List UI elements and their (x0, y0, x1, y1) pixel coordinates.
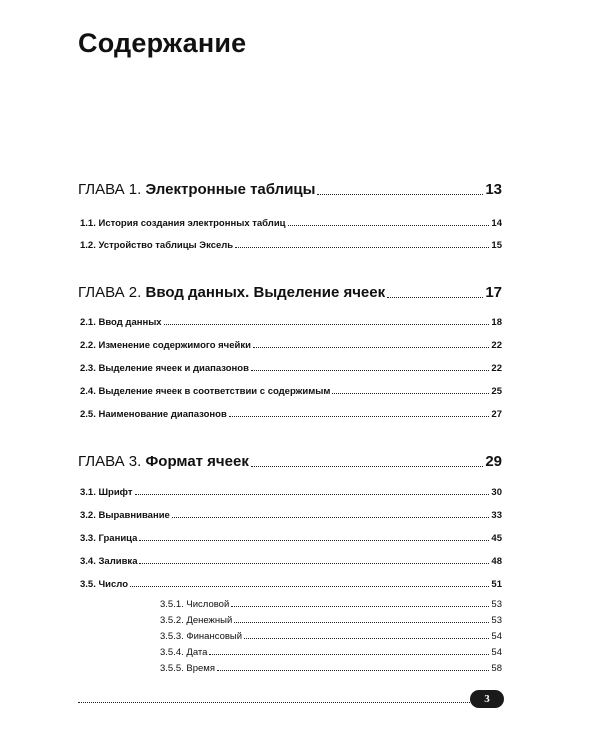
toc-chapter-3[interactable] (78, 453, 502, 470)
toc-chapter-2[interactable] (78, 284, 502, 301)
page-title: Содержание (78, 28, 247, 58)
dot-leader (251, 370, 489, 371)
dot-leader (217, 670, 489, 671)
dot-leader (234, 622, 489, 623)
dot-leader (229, 416, 490, 417)
dot-leader (253, 347, 490, 348)
toc-section-3-2[interactable] (80, 510, 502, 521)
toc-section-3-4[interactable] (80, 556, 502, 567)
section-page-number: 27 (491, 409, 502, 420)
chapter-prefix: ГЛАВА 2. (78, 284, 142, 301)
dot-leader (288, 225, 490, 226)
dot-leader (231, 606, 489, 607)
dot-leader (332, 393, 489, 394)
section-page-number: 22 (491, 363, 502, 374)
section-page-number: 45 (491, 533, 502, 544)
section-label: 2.4. Выделение ячеек в соответствии с содержимым (80, 386, 331, 397)
section-page-number: 18 (491, 317, 502, 328)
page-number-badge: 3 (470, 690, 504, 708)
section-page-number: 22 (491, 340, 502, 351)
dot-leader (209, 654, 489, 655)
toc-subsection-3-5-2[interactable] (160, 615, 502, 626)
section-label: 1.1. История создания электронных таблиц (80, 218, 286, 229)
subsection-page-number: 53 (491, 599, 502, 610)
chapter-page-number: 29 (485, 453, 502, 470)
toc-subsection-3-5-5[interactable] (160, 663, 502, 674)
subsection-label: 3.5.5. Время (160, 663, 215, 674)
toc-section-1-2[interactable] (80, 240, 502, 251)
dot-leader (235, 247, 489, 248)
chapter-label (78, 453, 249, 470)
dot-leader (135, 494, 490, 495)
section-page-number: 15 (491, 240, 502, 251)
dot-leader (244, 638, 489, 639)
subsection-label: 3.5.2. Денежный (160, 615, 233, 626)
toc-section-2-5[interactable] (80, 409, 502, 420)
subsection-page-number: 54 (491, 647, 502, 658)
chapter-prefix: ГЛАВА 3. (78, 453, 142, 470)
section-label: 2.3. Выделение ячеек и диапазонов (80, 363, 249, 374)
section-label: 2.2. Изменение содержимого ячейки (80, 340, 251, 351)
section-page-number: 51 (491, 579, 502, 590)
subsection-label: 3.5.3. Финансовый (160, 631, 243, 642)
section-page-number: 30 (491, 487, 502, 498)
chapter-prefix: ГЛАВА 1. (78, 181, 142, 198)
subsection-page-number: 53 (491, 615, 502, 626)
subsection-label: 3.5.4. Дата (160, 647, 208, 658)
section-label: 3.4. Заливка (80, 556, 138, 567)
dot-leader (317, 194, 483, 195)
section-page-number: 14 (491, 218, 502, 229)
section-label: 3.5. Число (80, 579, 128, 590)
subsection-label: 3.5.1. Числовой (160, 599, 230, 610)
chapter-label (78, 181, 315, 198)
toc-chapter-1[interactable] (78, 181, 502, 198)
section-label: 2.1. Ввод данных (80, 317, 162, 328)
dot-leader (172, 517, 490, 518)
toc-section-2-3[interactable] (80, 363, 502, 374)
dot-leader (139, 563, 489, 564)
dot-leader (251, 466, 483, 467)
toc-section-3-5[interactable] (80, 579, 502, 590)
toc-section-2-2[interactable] (80, 340, 502, 351)
section-label: 3.2. Выравнивание (80, 510, 170, 521)
toc-subsection-3-5-3[interactable] (160, 631, 502, 642)
dot-leader (139, 540, 489, 541)
toc-section-3-3[interactable] (80, 533, 502, 544)
section-page-number: 25 (491, 386, 502, 397)
subsection-page-number: 58 (491, 663, 502, 674)
chapter-name: Ввод данных. Выделение ячеек (145, 284, 386, 301)
toc-section-3-1[interactable] (80, 487, 502, 498)
section-label: 3.3. Граница (80, 533, 138, 544)
toc-section-2-4[interactable] (80, 386, 502, 397)
dot-leader (387, 297, 483, 298)
subsection-page-number: 54 (491, 631, 502, 642)
toc-subsection-3-5-4[interactable] (160, 647, 502, 658)
chapter-page-number: 17 (485, 284, 502, 301)
toc-section-2-1[interactable] (80, 317, 502, 328)
footer-dotted-rule (78, 702, 470, 703)
chapter-name: Электронные таблицы (145, 181, 316, 198)
chapter-page-number: 13 (485, 181, 502, 198)
chapter-label (78, 284, 385, 301)
section-page-number: 48 (491, 556, 502, 567)
chapter-name: Формат ячеек (145, 453, 249, 470)
toc-section-1-1[interactable] (80, 218, 502, 229)
dot-leader (164, 324, 490, 325)
section-label: 1.2. Устройство таблицы Эксель (80, 240, 234, 251)
dot-leader (130, 586, 489, 587)
toc-subsection-3-5-1[interactable] (160, 599, 502, 610)
section-page-number: 33 (491, 510, 502, 521)
section-label: 3.1. Шрифт (80, 487, 133, 498)
section-label: 2.5. Наименование диапазонов (80, 409, 227, 420)
